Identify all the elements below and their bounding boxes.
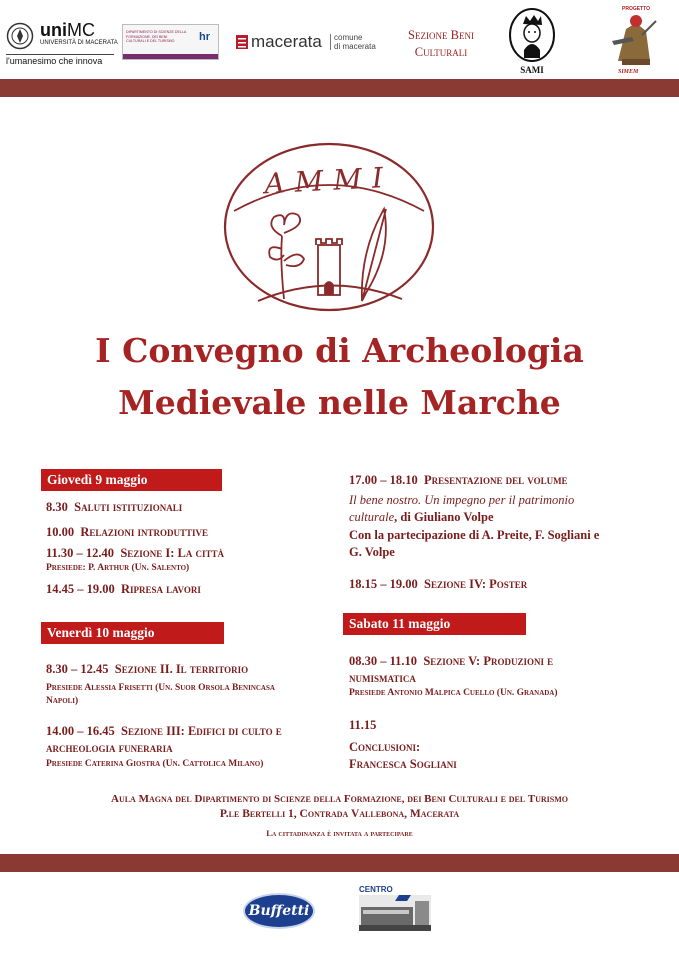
progetto-simem-logo xyxy=(608,6,660,76)
item-title: Saluti istituzionali xyxy=(74,500,183,514)
sezione-line1: Sezione Beni xyxy=(408,28,474,42)
sami-label: SAMI xyxy=(520,65,544,75)
centro-wordmark: CENTRO xyxy=(359,885,393,894)
sami-logo xyxy=(508,8,556,78)
item-chair-continued: Napoli) xyxy=(46,696,79,706)
program-item xyxy=(349,653,553,669)
bottom-decorative-band xyxy=(0,854,679,872)
item-title: Sezione III: Edifici di culto e xyxy=(121,724,282,738)
simem-label: SIMEM xyxy=(618,69,639,75)
item-time: 14.45 – 19.00 xyxy=(46,582,115,596)
conclusion-time: 11.15 xyxy=(349,718,377,732)
macerata-logo xyxy=(236,32,391,54)
item-title: Presentazione del volume xyxy=(424,473,568,487)
ammi-emblem xyxy=(222,141,436,313)
conclusion-speaker: Francesca Sogliani xyxy=(349,757,457,771)
program-item xyxy=(349,472,568,488)
item-title: Ripresa lavori xyxy=(121,582,201,596)
macerata-crest-icon xyxy=(236,35,248,49)
centro-sponsor-logo xyxy=(359,885,431,931)
plant-icon xyxy=(269,213,304,299)
program-item xyxy=(46,499,182,515)
book-title-line2 xyxy=(349,509,494,525)
conclusion-label: Conclusioni: xyxy=(349,740,421,754)
item-title-continued: archeologia funeraria xyxy=(46,741,173,755)
book-author: , di Giuliano Volpe xyxy=(394,510,494,524)
sami-medallion-icon xyxy=(508,8,556,64)
conference-title-line1: I Convegno di Archeologia xyxy=(95,331,584,370)
progetto-label: PROGETTO xyxy=(622,6,650,12)
program-item xyxy=(46,545,224,561)
item-title: Sezione I: La città xyxy=(120,546,225,560)
program-item xyxy=(46,661,248,677)
macerata-suffix-line2: di macerata xyxy=(334,42,376,51)
program-item xyxy=(46,524,208,540)
program-item xyxy=(46,723,282,739)
unimc-motto: l'umanesimo che innova xyxy=(6,56,103,66)
day-header-friday: Venerdì 10 maggio xyxy=(41,622,224,644)
unimc-wordmark-rest: MC xyxy=(67,20,95,40)
conference-title-line2: Medievale nelle Marche xyxy=(118,383,561,422)
department-logo xyxy=(122,24,219,60)
program-item xyxy=(349,576,527,592)
participation-line2: G. Volpe xyxy=(349,545,395,559)
day-header-thursday: Giovedì 9 maggio xyxy=(41,469,222,491)
unimc-logo xyxy=(6,18,116,68)
macerata-suffix-line1: comune xyxy=(334,33,363,42)
item-time: 14.00 – 16.45 xyxy=(46,724,115,738)
knight-figure-icon xyxy=(608,11,660,71)
item-time: 11.30 – 12.40 xyxy=(46,546,115,560)
buffetti-logo xyxy=(243,893,315,929)
book-title-italic: culturale xyxy=(349,510,395,524)
invitation-line: La cittadinanza è invitata a partecipare xyxy=(266,828,413,838)
sponsor-logo-strip xyxy=(0,0,679,78)
ammi-emblem-text: AMMI xyxy=(263,160,394,201)
department-name: DIPARTIMENTO DI SCIENZE DELLA FORMAZIONE, DEI BENI CULTURALI E DEL TURISMO xyxy=(126,30,187,43)
university-seal-icon xyxy=(6,22,34,50)
item-time: 17.00 – 18.10 xyxy=(349,473,418,487)
venue-line: Aula Magna del Dipartimento di Scienze della Formazione, dei Beni Culturali e del Turismo xyxy=(111,793,568,805)
item-time: 18.15 – 19.00 xyxy=(349,577,418,591)
item-title: Sezione V: Produzioni e xyxy=(423,654,554,668)
item-title: Relazioni introduttive xyxy=(80,525,209,539)
macerata-wordmark: macerata xyxy=(251,32,322,51)
item-time: 8.30 xyxy=(46,500,68,514)
item-title-continued: numismatica xyxy=(349,671,416,685)
unimc-wordmark-bold: uni xyxy=(40,20,67,40)
hr-badge: hr xyxy=(199,31,210,43)
sezione-line2: Culturali xyxy=(414,45,468,59)
feather-icon xyxy=(362,209,386,301)
item-time: 08.30 – 11.10 xyxy=(349,654,418,668)
unimc-subtitle: UNIVERSITÀ DI MACERATA xyxy=(40,40,118,46)
top-decorative-band xyxy=(0,79,679,97)
program-item xyxy=(46,581,201,597)
participation-line1: Con la partecipazione di A. Preite, F. Sogliani e xyxy=(349,528,600,542)
item-chair: Presiede Alessia Frisetti (Un. Suor Orsola Benincasa xyxy=(46,683,275,693)
item-chair: Presiede Antonio Malpica Cuello (Un. Granada) xyxy=(349,688,558,698)
item-title: Sezione IV: Poster xyxy=(424,577,528,591)
building-photo-icon xyxy=(359,895,431,931)
buffetti-wordmark: Buffetti xyxy=(248,903,310,919)
address-line: P.le Bertelli 1, Contrada Vallebona, Macerata xyxy=(219,808,460,820)
item-time: 10.00 xyxy=(46,525,75,539)
sezione-beni-culturali xyxy=(398,27,484,61)
item-chair: Presiede: P. Arthur (Un. Salento) xyxy=(46,563,190,573)
item-chair: Presiede Caterina Giostra (Un. Cattolica Milano) xyxy=(46,759,264,769)
day-header-saturday: Sabato 11 maggio xyxy=(343,613,526,635)
item-title: Sezione II. Il territorio xyxy=(114,662,249,676)
book-title-line1: Il bene nostro. Un impegno per il patrimonio xyxy=(349,493,575,507)
item-time: 8.30 – 12.45 xyxy=(46,662,109,676)
